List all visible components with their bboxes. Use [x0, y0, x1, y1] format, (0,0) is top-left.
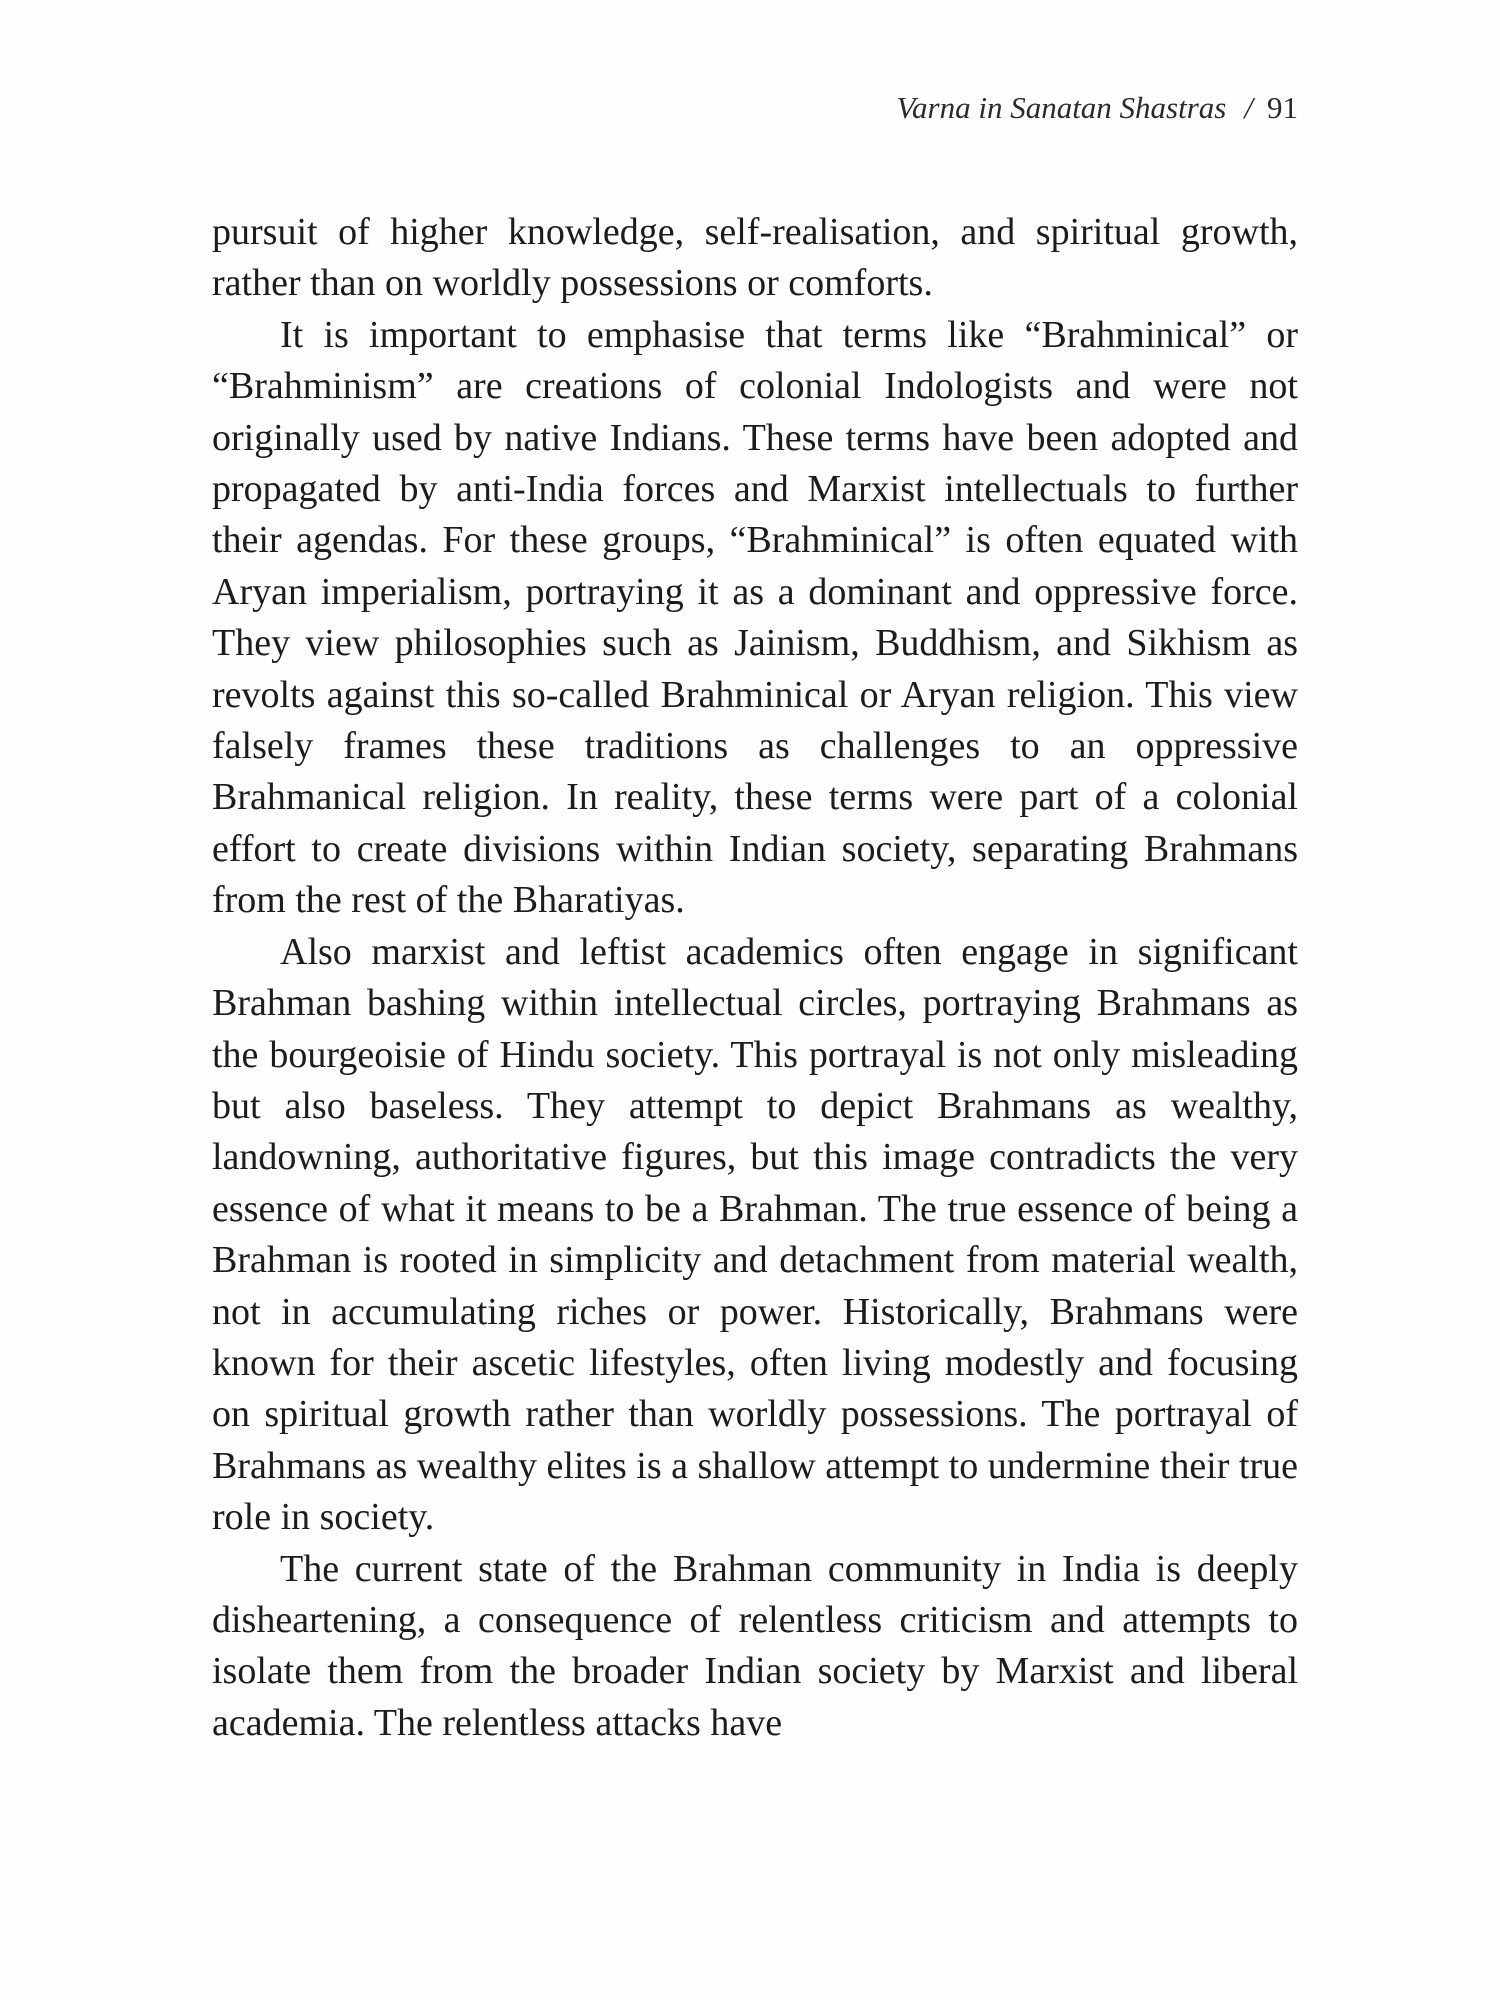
running-head-separator: / [1244, 90, 1253, 125]
paragraph-current-state: The current state of the Brahman community in India is deeply disheartening, a consequence of relentless criticism and attempts to isolate them from the broader Indian society by Marxist and liberal academia. The relentless attacks have [212, 1547, 1298, 1744]
paragraph-brahman-bashing: Also marxist and leftist academics often engage in significant Brahman bashing within intellectual circles, portraying Brahmans as the bourgeoisie of Hindu society. This portrayal is not only misleading but also baseless. They attempt to depict Brahmans as wealthy, landowning, authoritative figures, but this image contradicts the very essence of what it means to be a Brahman. The true essence of being a Brahman is rooted in simplicity and detachment from material wealth, not in accumulating riches or power. Historically, Brahmans were known for their ascetic lifestyles, often living modestly and focusing on spiritual growth rather than worldly possessions. The portrayal of Brahmans as wealthy elites is a shallow attempt to undermine their true role in society. [212, 930, 1298, 1539]
page-number: 91 [1267, 90, 1298, 125]
paragraph-brahminical-terms: It is important to emphasise that terms like “Brahminical” or “Brahminism” are creations of colonial Indologists and were not originally used by native Indians. These terms have been adopted and propagated by anti-India forces and Marxist intellectuals to further their agendas. For these groups, “Brahminical” is often equated with Aryan imperialism, portraying it as a dominant and oppressive force. They view philosophies such as Jainism, Buddhism, and Sikhism as revolts against this so-called Brahminical or Aryan religion. This view falsely frames these traditions as challenges to an oppressive Brahmanical religion. In reality, these terms were part of a colonial effort to create divisions within Indian society, separating Brahmans from the rest of the Bharatiyas. [212, 313, 1298, 922]
paragraph-continuation: pursuit of higher knowledge, self-realisation, and spiritual growth, rather than on worldly possessions or comforts. [212, 211, 1298, 305]
body-text [212, 207, 1298, 1749]
running-head [897, 90, 1298, 126]
running-head-title: Varna in Sanatan Shastras [896, 90, 1227, 125]
